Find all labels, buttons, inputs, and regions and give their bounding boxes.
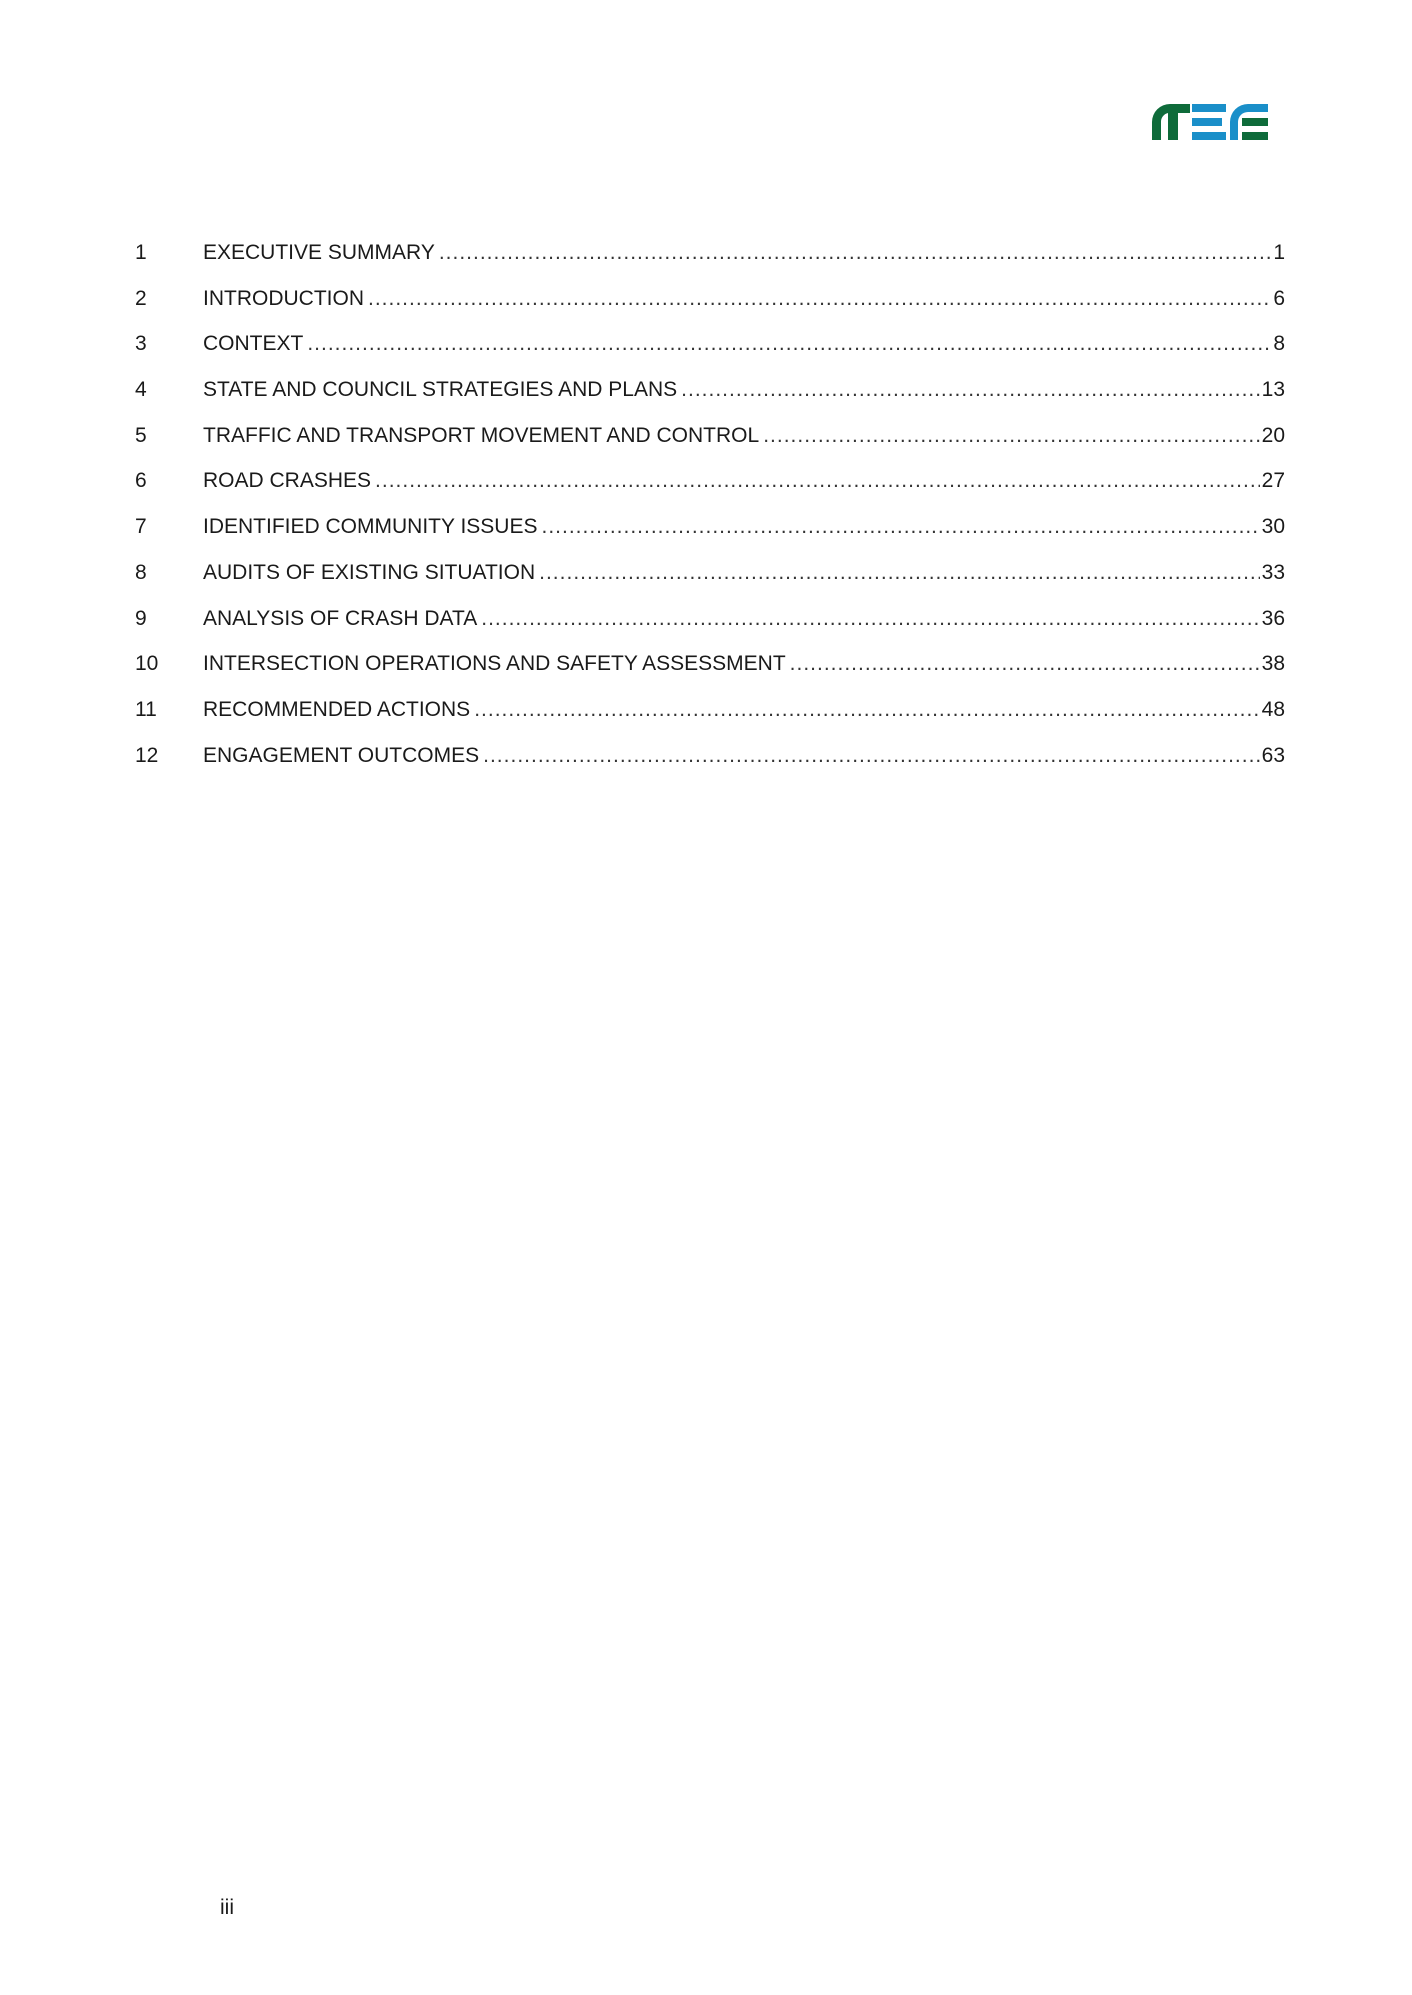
toc-entry-number: 7 [135, 515, 147, 539]
toc-entry-number: 2 [135, 286, 147, 310]
toc-entry-title: IDENTIFIED COMMUNITY ISSUES [203, 515, 538, 539]
toc-entry[interactable] [135, 695, 1285, 741]
toc-entry-page: 63 [1261, 743, 1285, 767]
toc-entry-title: CONTEXT [203, 332, 304, 356]
toc-entry-number: 6 [135, 469, 147, 493]
toc-entry-number: 12 [135, 743, 159, 767]
toc-entry-page: 13 [1261, 378, 1285, 402]
toc-entry-page: 1 [1273, 241, 1285, 264]
toc-entry[interactable] [135, 604, 1285, 650]
toc-entry-title: STATE AND COUNCIL STRATEGIES AND PLANS [203, 378, 678, 402]
toc-entry[interactable] [135, 741, 1285, 787]
toc-entry-number: 8 [135, 560, 147, 584]
toc-entry[interactable] [135, 375, 1285, 421]
toc-entry[interactable] [135, 284, 1285, 330]
toc-dot-leader [541, 512, 1259, 542]
toc-entry-title: INTRODUCTION [203, 286, 364, 310]
company-logo [1150, 102, 1270, 142]
toc-entry-number: 4 [135, 378, 147, 402]
logo-letter-e [1192, 104, 1226, 140]
toc-entry-page: 8 [1273, 332, 1285, 356]
toc-dot-leader [483, 741, 1260, 771]
toc-entry-title: TRAFFIC AND TRANSPORT MOVEMENT AND CONTROL [203, 423, 760, 447]
toc-entry-number: 9 [135, 606, 147, 630]
toc-entry-page: 38 [1261, 652, 1285, 676]
toc-entry-title: RECOMMENDED ACTIONS [203, 697, 471, 721]
toc-dot-leader [307, 329, 1271, 359]
toc-entry-page: 27 [1261, 469, 1285, 493]
toc-dot-leader [790, 649, 1260, 679]
toc-dot-leader [439, 238, 1271, 268]
toc-dot-leader [368, 284, 1271, 314]
logo-letter-f [1230, 104, 1268, 140]
toc-entry-title: ANALYSIS OF CRASH DATA [203, 606, 478, 630]
logo-letter-t [1152, 104, 1190, 140]
toc-entry[interactable] [135, 512, 1285, 558]
toc-dot-leader [481, 604, 1259, 634]
toc-entry-number: 11 [135, 697, 157, 721]
toc-entry-page: 30 [1261, 515, 1285, 539]
toc-entry-page: 48 [1261, 697, 1285, 721]
table-of-contents [135, 238, 1285, 786]
toc-dot-leader [474, 695, 1259, 725]
toc-dot-leader [681, 375, 1259, 405]
toc-entry-title: ROAD CRASHES [203, 469, 372, 493]
toc-entry-page: 6 [1273, 286, 1285, 310]
toc-entry-number: 10 [135, 652, 159, 676]
toc-entry-number: 1 [135, 241, 147, 264]
toc-entry[interactable] [135, 329, 1285, 375]
toc-entry-page: 36 [1261, 606, 1285, 630]
toc-entry-title: INTERSECTION OPERATIONS AND SAFETY ASSESSMENT [203, 652, 786, 676]
page-number: iii [220, 1896, 234, 1919]
toc-entry-number: 3 [135, 332, 147, 356]
toc-entry-title: AUDITS OF EXISTING SITUATION [203, 560, 536, 584]
toc-dot-leader [539, 558, 1260, 588]
toc-entry-page: 20 [1261, 423, 1285, 447]
toc-dot-leader [763, 421, 1259, 451]
toc-entry-title: ENGAGEMENT OUTCOMES [203, 743, 480, 767]
toc-entry[interactable] [135, 466, 1285, 512]
toc-entry-number: 5 [135, 423, 147, 447]
toc-entry[interactable] [135, 558, 1285, 604]
toc-entry[interactable] [135, 649, 1285, 695]
toc-entry[interactable] [135, 238, 1285, 284]
toc-dot-leader [375, 466, 1260, 496]
toc-entry-title: EXECUTIVE SUMMARY [203, 241, 435, 264]
toc-entry-page: 33 [1261, 560, 1285, 584]
toc-entry[interactable] [135, 421, 1285, 467]
